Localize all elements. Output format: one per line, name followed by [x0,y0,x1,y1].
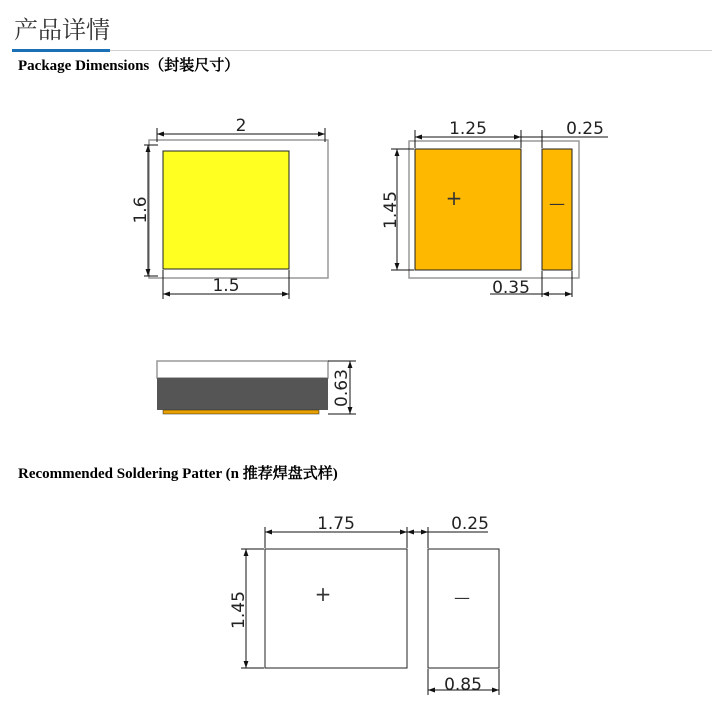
package-side-view [157,361,356,414]
solder-plus-symbol: + [314,582,332,606]
pad-height-label: 1.45 [381,191,401,229]
package-bottom-view [381,119,608,298]
solder-minus-symbol: — [454,588,470,607]
side-lens [157,361,328,378]
package-top-view [131,116,328,299]
solder-small-width-label: 0.85 [444,675,482,695]
solder-pad-small [428,549,499,668]
pad-large [415,149,521,270]
emitter-width-label: 1.5 [212,276,240,296]
thickness-label: 0.63 [332,369,352,407]
emitter-area [163,151,289,269]
gap-label: 0.35 [492,278,530,298]
plus-symbol: + [445,186,463,210]
soldering-pattern-heading: Recommended Soldering Patter (n 推荐焊盘式样) [18,466,338,482]
soldering-pattern [229,514,499,695]
pad-large-width-label: 1.25 [449,119,487,139]
package-dimensions-heading: Package Dimensions（封装尺寸） [18,58,240,74]
solder-pad-large [265,549,407,668]
side-body [157,378,328,410]
side-pad [163,410,319,414]
pad-small-width-label: 0.25 [566,119,604,139]
solder-pad-height-label: 1.45 [229,591,249,629]
width-label: 2 [235,116,247,136]
page-title: 产品详情 [14,16,110,44]
solder-gap-label: 0.25 [451,514,489,534]
height-label: 1.6 [131,196,151,224]
solder-pad-width-label: 1.75 [317,514,355,534]
minus-symbol: — [549,194,565,213]
